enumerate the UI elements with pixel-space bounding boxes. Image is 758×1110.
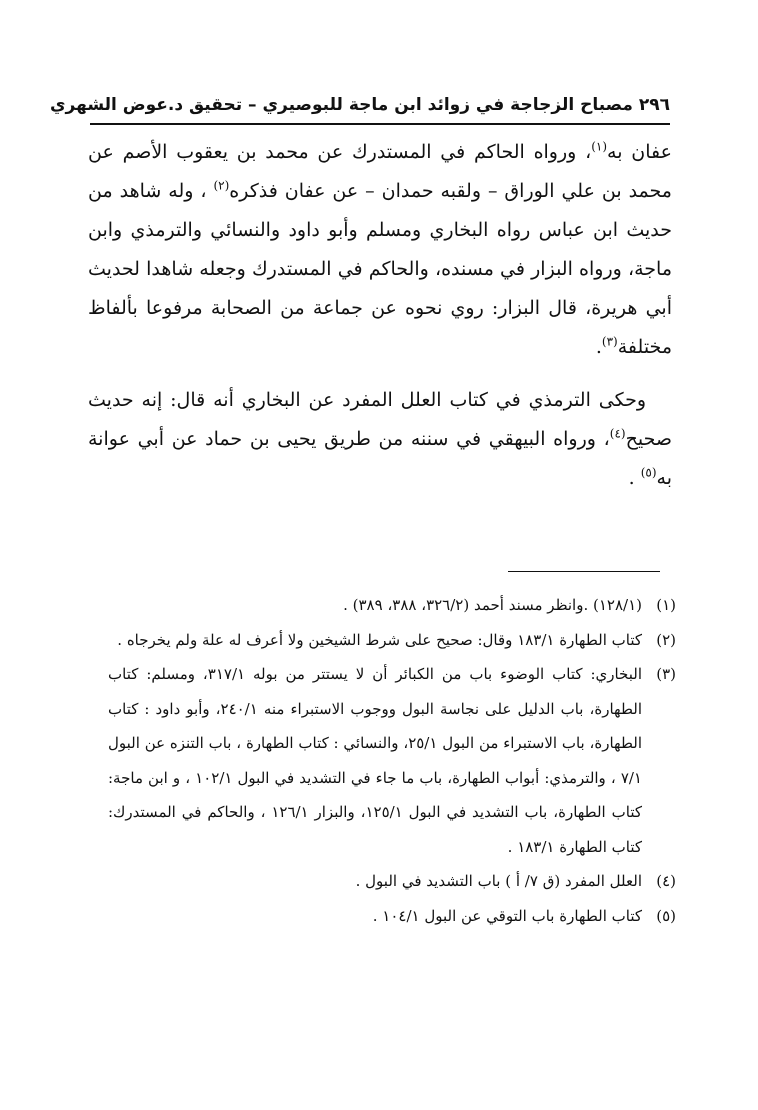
footnote-text: كتاب الطهارة ١٨٣/١ وقال: صحيح على شرط الشيخين ولا أعرف له علة ولم يخرجاه . <box>117 630 642 649</box>
paragraph-2-segment-3: . <box>628 467 641 489</box>
running-header: ٢٩٦ مصباح الزجاجة في زوائد ابن ماجة للبوصيري – تحقيق د.عوض الشهري <box>49 95 670 115</box>
footnote-text: البخاري: كتاب الوضوء باب من الكبائر أن لا يستتر من بوله ٣١٧/١، ومسلم: كتاب الطهارة، باب الدليل على نجاسة البول ووجوب الاستبراء منه ٢٤٠/١، وأبو داود : كتاب الطهارة، باب الاستبراء من البول ٢٥/١، والنسائي : كتاب الطهارة ، باب التنزه عن البول ٧/١ ، والترمذي: أبواب الطهارة، باب ما جاء في التشديد في البول ١٠٢/١ ، و ابن ماجة: كتاب الطهارة، باب التشديد في البول ١٢٥/١، والبزار ١٢٦/١ ، والحاكم في المستدرك: كتاب الطهارة ١٨٣/١ . <box>108 665 643 856</box>
paragraph-1-segment-3: ، وله شاهد من حديث ابن عباس رواه البخاري ومسلم وأبو داود والنسائي والترمذي وابن ماجة، ورواه البزار في مسنده، والحاكم في المستدرك وجعله شاهدا لحديث أبي هريرة، قال البزار: روي نحوه عن جماعة من الصحابة مرفوعا بألفاظ مختلفة <box>88 180 672 358</box>
footnote-number: (٤) <box>656 872 676 890</box>
main-text <box>88 133 672 498</box>
footnote-3 <box>108 657 676 864</box>
footnote-text: العلل المفرد (ق ٧/ أ ) باب التشديد في البول . <box>355 872 642 890</box>
paragraph-1-segment-2: ، ورواه الحاكم في المستدرك عن محمد بن يعقوب الأصم عن محمد بن علي الوراق – ولقبه حمدان – عن عفان فذكره <box>88 141 672 202</box>
paragraph-2-segment-2: ، ورواه البيهقي في سننه من طريق يحيى بن حماد عن أبي عوانة به <box>88 428 672 489</box>
footnote-number: (٢) <box>656 630 676 649</box>
footnote-1 <box>108 588 676 623</box>
footnote-text: كتاب الطهارة باب التوقي عن البول ١٠٤/١ . <box>372 906 642 925</box>
footnote-ref-1: (١) <box>591 139 608 154</box>
paragraph-1 <box>88 133 672 367</box>
paragraph-1-segment-1: عفان به <box>607 141 672 163</box>
paragraph-2 <box>88 381 672 498</box>
footnote-5 <box>108 899 676 934</box>
footnote-ref-3: (٣) <box>601 334 618 349</box>
footnote-2 <box>108 623 676 658</box>
footnotes <box>108 588 676 933</box>
footnote-text: (١٢٨/١) .وانظر مسند أحمد (٣٢٦/٢، ٣٨٨، ٣٨٩) . <box>343 596 642 614</box>
footnote-ref-5: (٥) <box>640 465 657 480</box>
paragraph-1-segment-4: . <box>595 336 602 358</box>
footnote-ref-2: (٢) <box>213 178 230 193</box>
header-rule <box>90 123 670 125</box>
footnote-number: (٣) <box>656 665 676 683</box>
footnote-separator <box>508 571 660 572</box>
footnote-4 <box>108 864 676 899</box>
footnote-number: (٥) <box>656 906 676 925</box>
footnote-ref-4: (٤) <box>609 426 626 441</box>
paragraph-2-segment-1: وحكى الترمذي في كتاب العلل المفرد عن البخاري أنه قال: إنه حديث صحيح <box>88 389 672 450</box>
footnote-number: (١) <box>656 596 676 614</box>
